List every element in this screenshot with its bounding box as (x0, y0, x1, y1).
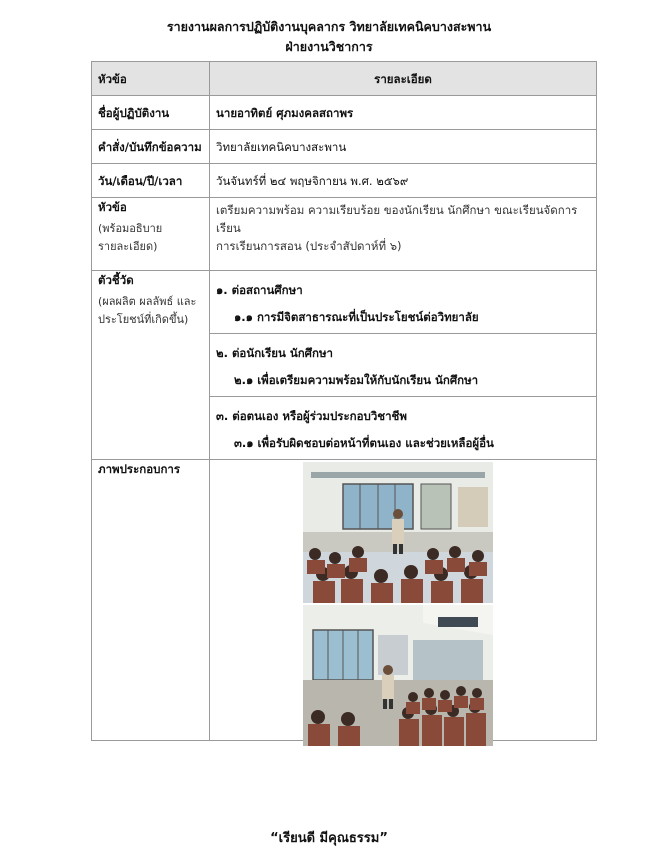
report-subtitle: ฝ่ายงานวิชาการ (285, 39, 373, 54)
topic-label-cell (92, 198, 210, 271)
classroom-photo-2 (303, 605, 493, 746)
photos-cell (210, 460, 597, 741)
indicators-label-cell (92, 271, 210, 460)
row-order (92, 130, 597, 164)
indicator-2-sub: ๒.๑ เพื่อเตรียมความพร้อมให้กับนักเรียน นักศึกษา (234, 373, 479, 387)
row-performer (92, 96, 597, 130)
date-value: วันจันทร์ที่ ๒๔ พฤษจิกายน พ.ศ. ๒๕๖๙ (210, 164, 597, 198)
header-detail: รายละเอียด (210, 62, 597, 96)
performer-label: ชื่อผู้ปฏิบัติงาน (92, 96, 210, 130)
date-label: วัน/เดือน/ปี/เวลา (92, 164, 210, 198)
topic-label: หัวข้อ (98, 200, 127, 214)
photos-label: ภาพประกอบการ (92, 460, 210, 741)
indicator-1-head: ๑. ต่อสถานศึกษา (216, 283, 303, 297)
report-table (91, 61, 597, 741)
row-photos (92, 460, 597, 741)
indicators-sub1: (ผลผลิต ผลลัพธ์ และ (98, 295, 197, 308)
header-topic: หัวข้อ (92, 62, 210, 96)
topic-sub1: (พร้อมอธิบาย (98, 222, 163, 235)
indicators-sub2: ประโยชน์ที่เกิดขึ้น) (98, 313, 189, 326)
row-date (92, 164, 597, 198)
indicator-2-head: ๒. ต่อนักเรียน นักศึกษา (216, 346, 333, 360)
row-topic (92, 198, 597, 271)
performer-value: นายอาทิตย์ ศุภมงคลสถาพร (210, 96, 597, 130)
indicator-item-3 (210, 397, 597, 460)
table-header-row (92, 62, 597, 96)
topic-value-line1: เตรียมความพร้อม ความเรียบร้อย ของนักเรียน นักศึกษา ขณะเรียนจัดการเรียน (216, 203, 578, 235)
indicator-3-sub: ๓.๑ เพื่อรับผิดชอบต่อหน้าที่ตนเอง และช่วยเหลือผู้อื่น (234, 436, 494, 450)
row-indicators (92, 271, 597, 334)
indicator-1-sub: ๑.๑ การมีจิตสาธารณะที่เป็นประโยชน์ต่อวิทยาลัย (234, 310, 479, 324)
order-value: วิทยาลัยเทคนิคบางสะพาน (210, 130, 597, 164)
indicators-label: ตัวชี้วัด (98, 273, 134, 287)
order-label: คำสั่ง/บันทึกข้อความ (92, 130, 210, 164)
classroom-photo-1 (303, 462, 493, 603)
topic-value-cell (210, 198, 597, 271)
topic-sub2: รายละเอียด) (98, 240, 158, 253)
indicator-item-2 (210, 334, 597, 397)
footer-motto: “เรียนดี มีคุณธรรม” (270, 831, 388, 846)
photo-stack (303, 462, 493, 748)
indicator-item-1 (210, 271, 597, 334)
indicator-3-head: ๓. ต่อตนเอง หรือผู้ร่วมประกอบวิชาชีพ (216, 409, 407, 423)
topic-value-line2: การเรียนการสอน (ประจำสัปดาห์ที่ ๖) (216, 239, 402, 253)
report-title: รายงานผลการปฏิบัติงานบุคลากร วิทยาลัยเทคนิคบางสะพาน (166, 19, 492, 34)
